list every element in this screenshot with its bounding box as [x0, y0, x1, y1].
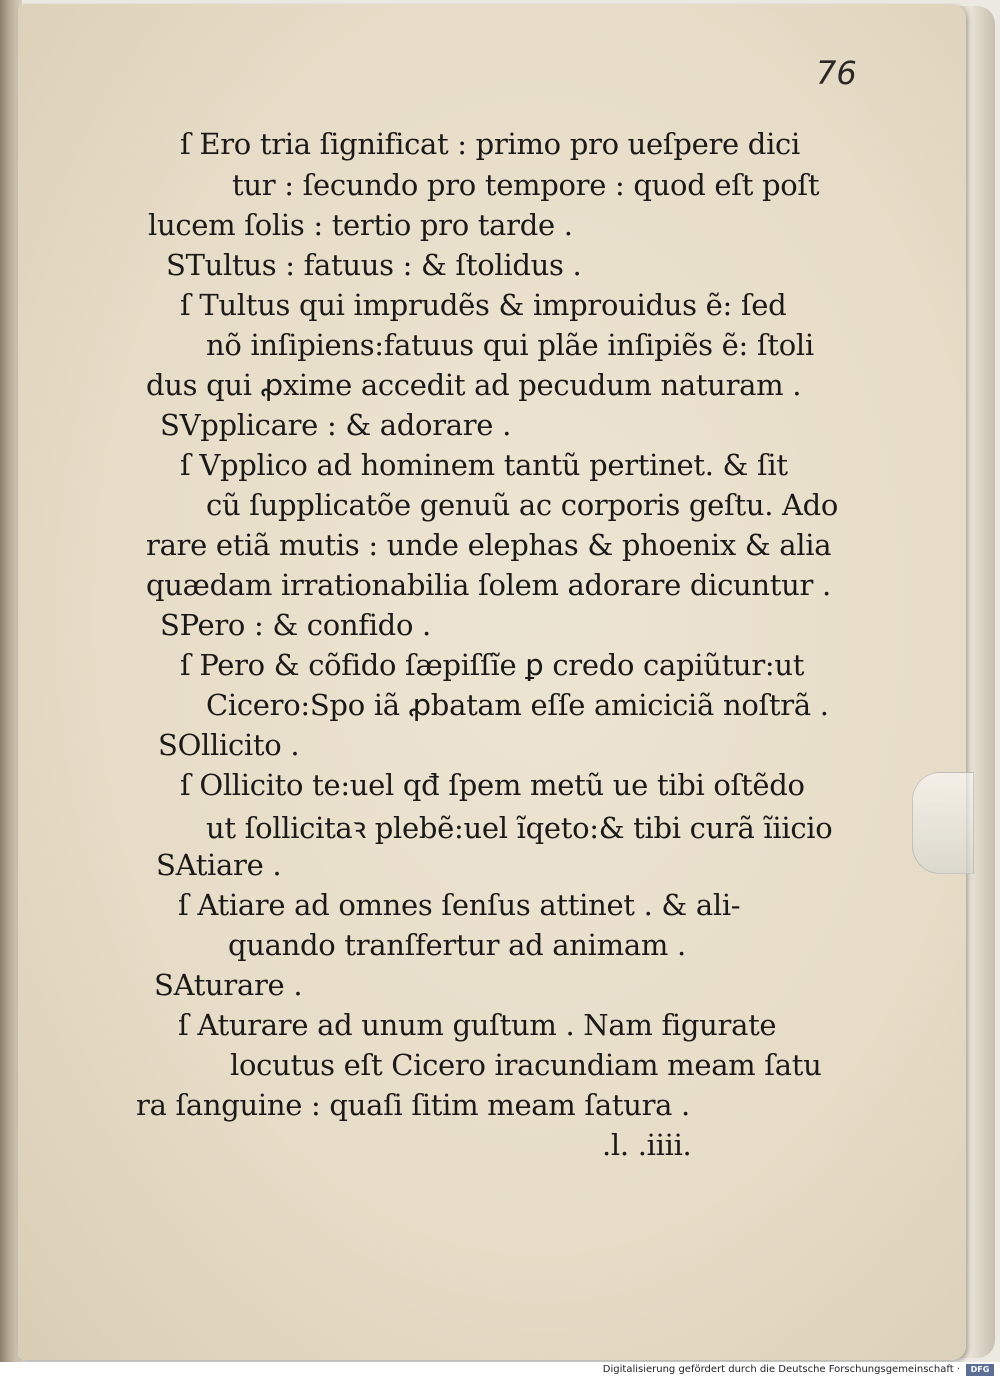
text-line: ut ſollicitaꝛ plebẽ:uel ĩqeto:& tibi curã ĩiicio: [206, 811, 833, 845]
text-line: SPero : & confido .: [160, 608, 431, 642]
text-line: quando tranſfertur ad animam .: [228, 928, 686, 962]
text-line: ſ Ero tria ſignificat : primo pro ueſpere dici: [180, 127, 800, 161]
text-line: rare etiã mutis : unde elephas & phoenix & alia: [146, 528, 832, 562]
text-line: ſ Aturare ad unum guſtum . Nam figurate: [178, 1008, 777, 1042]
text-line: ſ Pero & cõfido ſæpiſſĩe ꝑ credo capiũtur:ut: [180, 648, 805, 682]
text-line: ra ſanguine : quaſi ſitim meam ſatura .: [136, 1088, 690, 1122]
folio-number: 76: [816, 54, 857, 92]
footer-credit: Digitalisierung gefördert durch die Deutsche Forschungsgemeinschaft ·: [602, 1364, 960, 1375]
text-line: SOllicito .: [158, 728, 300, 762]
plastic-page-clip: [912, 772, 974, 874]
text-line: SVpplicare : & adorare .: [160, 408, 512, 442]
text-line: quædam irrationabilia ſolem adorare dicuntur .: [146, 568, 831, 602]
text-line: SAtiare .: [156, 848, 282, 882]
text-line: ſ Ollicito te:uel qđ ſpem metũ ue tibi oſtẽdo: [180, 768, 805, 802]
text-line: Cicero:Spo iã ꝓbatam eſſe amiciciã noſtrã .: [206, 688, 829, 722]
text-line: lucem ſolis : tertio pro tarde .: [148, 208, 573, 242]
text-line: STultus : fatuus : & ſtolidus .: [166, 248, 582, 282]
dfg-logo: DFG: [966, 1364, 994, 1376]
text-line: ſ Atiare ad omnes ſenſus attinet . & ali-: [178, 888, 741, 922]
text-line: ſ Tultus qui imprudẽs & improuidus ẽ: ſed: [180, 288, 787, 322]
text-line: nõ inſipiens:fatuus qui plãe inſipiẽs ẽ: ſtoli: [206, 328, 814, 362]
text-line: dus qui ꝓxime accedit ad pecudum naturam .: [146, 368, 802, 402]
text-line: cũ ſupplicatõe genuũ ac corporis geſtu. Ado: [206, 488, 839, 522]
text-line: tur : ſecundo pro tempore : quod eſt poſt: [232, 168, 820, 202]
text-line: locutus eſt Cicero iracundiam meam ſatu: [230, 1048, 822, 1082]
text-line: ſ Vpplico ad hominem tantũ pertinet. & ſit: [180, 448, 788, 482]
text-line: SAturare .: [154, 968, 303, 1002]
signature-mark: .l. .iiii.: [602, 1128, 692, 1162]
